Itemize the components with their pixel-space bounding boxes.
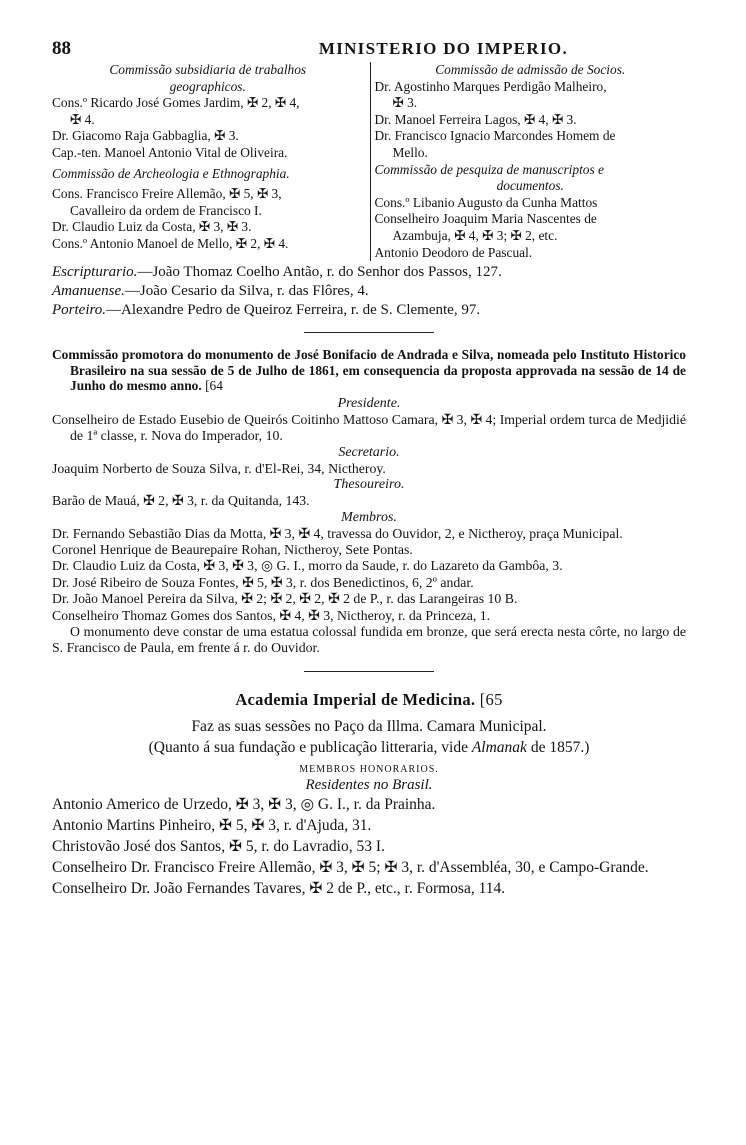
right-heading: Commissão de pesquiza de manuscriptos e: [374, 161, 604, 177]
staff-porteiro: [52, 301, 686, 320]
academia-note: [52, 737, 686, 758]
presidente: Conselheiro de Estado Eusebio de Queirós Coitinho Mattoso Camara, ✠ 3, ✠ 4; Imperial ordem turca de Medjidié de 1ª classe, r. Nova do Imperador, 10.: [52, 411, 686, 444]
academia-ref: [65: [479, 689, 503, 709]
left-heading-cont: geographicos.: [169, 78, 246, 94]
page-number: 88: [52, 38, 71, 59]
left-line: Dr. Claudio Luiz da Costa, ✠ 3, ✠ 3.: [52, 219, 252, 235]
secretario-label: Secretario.: [338, 444, 400, 460]
presidente-label: Presidente.: [337, 395, 401, 411]
commission-section: [52, 347, 686, 657]
left-line: Cavalleiro da ordem de Francisco I.: [70, 202, 262, 218]
right-line: Antonio Deodoro de Pascual.: [374, 244, 533, 260]
staff-text: —João Cesario da Silva, r. das Flôres, 4.: [124, 283, 369, 300]
membro-entry: Dr. Fernando Sebastião Dias da Motta, ✠ 3, ✠ 4, travessa do Ouvidor, 2, e Nictheroy, praça Municipal.: [52, 525, 623, 541]
membros-honorarios: MEMBROS HONORARIOS.: [299, 763, 439, 775]
commission-title: [52, 347, 686, 394]
right-line: Cons.º Libanio Augusto da Cunha Mattos: [374, 194, 598, 210]
membros-label: Membros.: [341, 509, 397, 525]
staff-escripturario: [52, 263, 686, 282]
academia-title: [52, 690, 686, 710]
membro-entry: Conselheiro Thomaz Gomes dos Santos, ✠ 4, ✠ 3, Nictheroy, r. da Princeza, 1.: [52, 607, 491, 623]
staff-role: Escripturario.: [52, 264, 138, 281]
note-almanak: Almanak: [471, 738, 527, 756]
left-line: Cons. Francisco Freire Allemão, ✠ 5, ✠ 3,: [52, 186, 282, 202]
staff-text: —Alexandre Pedro de Queiroz Ferreira, r. de S. Clemente, 97.: [106, 302, 481, 319]
note-prefix: (Quanto á sua fundação e publicação litteraria, vide: [148, 738, 472, 756]
membro-entry: Dr. Claudio Luiz da Costa, ✠ 3, ✠ 3, ◎ G. I., morro da Saude, r. do Lazareto da Gambôa, 3.: [52, 558, 563, 574]
left-line: Cap.-ten. Manoel Antonio Vital de Oliveira.: [52, 144, 288, 160]
academia-entry: Christovão José dos Santos, ✠ 5, r. do Lavradio, 53 I.: [52, 837, 385, 855]
right-line: Mello.: [392, 144, 428, 160]
right-line: Dr. Francisco Ignacio Marcondes Homem de: [374, 128, 616, 144]
academia-entry: Antonio Americo de Urzedo, ✠ 3, ✠ 3, ◎ G. I., r. da Prainha.: [52, 795, 436, 813]
academia-entry: Conselheiro Dr. Francisco Freire Allemão, ✠ 3, ✠ 5; ✠ 3, r. d'Assembléa, 30, e Campo-Grande.: [52, 858, 649, 876]
right-line: Dr. Manoel Ferreira Lagos, ✠ 4, ✠ 3.: [374, 111, 577, 127]
membro-entry: Dr. João Manoel Pereira da Silva, ✠ 2; ✠ 2, ✠ 2, ✠ 2 de P., r. das Larangeiras 10 B.: [52, 591, 518, 607]
commission-ref: [64: [205, 378, 223, 394]
divider: [304, 332, 434, 333]
academia-entry: Antonio Martins Pinheiro, ✠ 5, ✠ 3, r. d'Ajuda, 31.: [52, 816, 372, 834]
staff-text: —João Thomaz Coelho Antão, r. do Senhor dos Passos, 127.: [137, 264, 502, 281]
residentes-label: Residentes no Brasil.: [305, 776, 433, 793]
monument-note: O monumento deve constar de uma estatua colossal fundida em bronze, que será erecta nesta côrte, no largo de S. Francisco de Paula, em frente á r. do Ouvidor.: [52, 623, 686, 656]
academia-title-text: Academia Imperial de Medicina.: [235, 689, 476, 709]
secretario: Joaquim Norberto de Souza Silva, r. d'El-Rei, 34, Nictheroy.: [52, 460, 386, 476]
right-heading: Commissão de admissão de Socios.: [435, 62, 626, 77]
thesoureiro: Barão de Mauá, ✠ 2, ✠ 3, r. da Quitanda, 143.: [52, 493, 310, 509]
divider: [304, 671, 434, 672]
left-heading: Commissão subsidiaria de trabalhos: [109, 62, 307, 77]
left-line: ✠ 4.: [70, 111, 95, 127]
running-title: MINISTERIO DO IMPERIO.: [318, 39, 568, 58]
left-line: Cons.º Antonio Manoel de Mello, ✠ 2, ✠ 4.: [52, 235, 289, 251]
staff-role: Amanuense.: [52, 283, 125, 300]
page: [52, 38, 686, 899]
right-line: Dr. Agostinho Marques Perdigão Malheiro,: [374, 78, 607, 94]
academia-entry: Conselheiro Dr. João Fernandes Tavares, ✠ 2 de P., etc., r. Formosa, 114.: [52, 879, 506, 897]
staff-list: [52, 263, 686, 320]
thesoureiro-label: Thesoureiro.: [333, 477, 405, 493]
right-column: [370, 62, 687, 261]
right-line: Azambuja, ✠ 4, ✠ 3; ✠ 2, etc.: [392, 227, 558, 243]
note-suffix: de 1857.): [526, 738, 590, 756]
academia-section: [52, 690, 686, 899]
left-heading: Commissão de Archeologia e Ethnographia.: [52, 165, 290, 181]
staff-role: Porteiro.: [52, 302, 107, 319]
page-header: [52, 38, 686, 62]
academia-sessions: Faz as suas sessões no Paço da Illma. Camara Municipal.: [191, 717, 547, 735]
two-column-block: [52, 62, 686, 261]
right-line: ✠ 3.: [392, 95, 418, 111]
right-heading-cont: documentos.: [496, 178, 564, 194]
left-column: [52, 62, 370, 261]
right-line: Conselheiro Joaquim Maria Nascentes de: [374, 211, 597, 227]
staff-amanuense: [52, 282, 686, 301]
left-line: Dr. Giacomo Raja Gabbaglia, ✠ 3.: [52, 128, 239, 144]
membro-entry: Dr. José Ribeiro de Souza Fontes, ✠ 5, ✠ 3, r. dos Benedictinos, 6, 2º andar.: [52, 574, 474, 590]
commission-title-text: Commissão promotora do monumento de José Bonifacio de Andrada e Silva, nomeada pelo Instituto Historico Brasileiro na sua sessão de 5 de Julho de 1861, em consequencia da proposta approvada na sessão de 14 de Junho do mesmo anno.: [52, 347, 686, 394]
membro-entry: Coronel Henrique de Beaurepaire Rohan, Nictheroy, Sete Pontas.: [52, 541, 413, 557]
left-line: Cons.º Ricardo José Gomes Jardim, ✠ 2, ✠ 4,: [52, 95, 300, 111]
